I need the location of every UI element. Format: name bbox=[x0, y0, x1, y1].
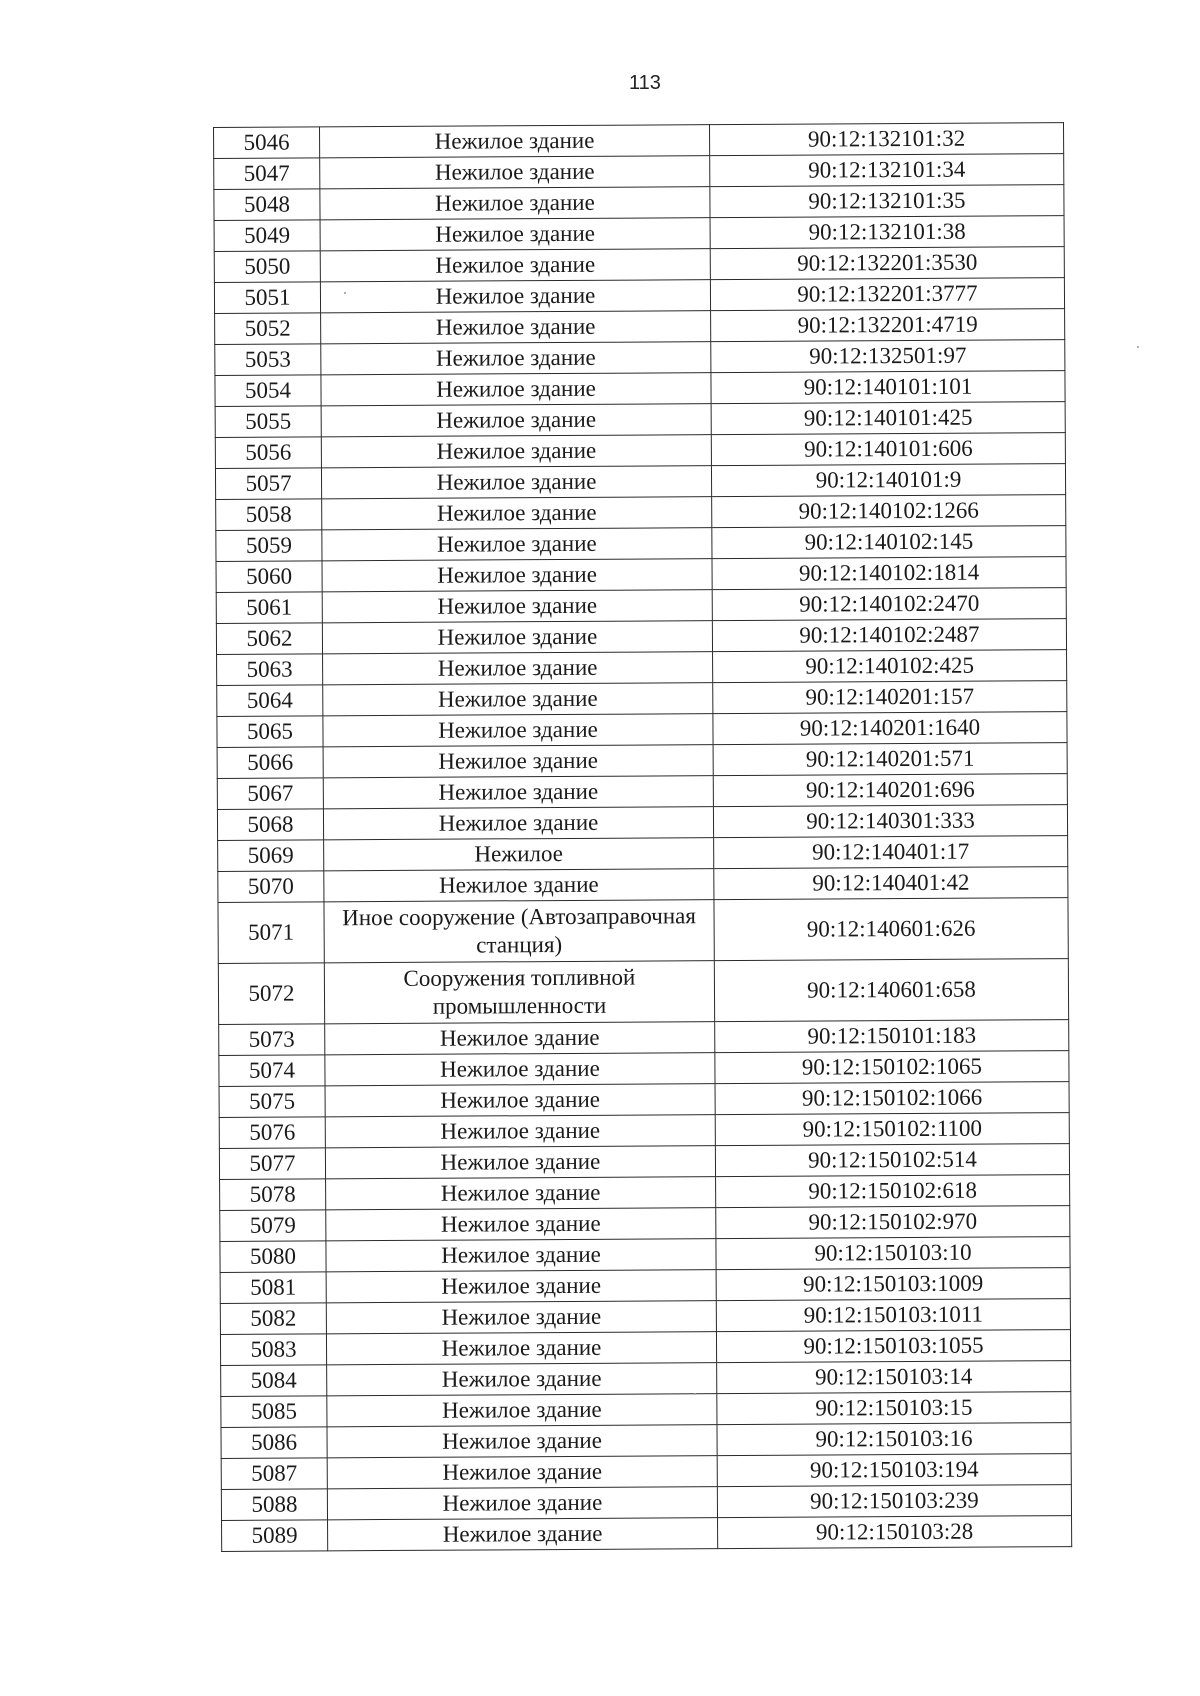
table-row bbox=[220, 1175, 1070, 1211]
row-number-cell: 5050 bbox=[214, 251, 320, 283]
row-number-cell: 5049 bbox=[214, 220, 320, 252]
cadastral-number-cell: 90:12:150103:194 bbox=[717, 1454, 1071, 1487]
object-name-cell: Нежилое здание bbox=[327, 1394, 717, 1427]
row-number-cell: 5068 bbox=[217, 809, 323, 841]
object-name-cell: Нежилое здание bbox=[323, 652, 713, 685]
cadastral-number-cell: 90:12:150102:1065 bbox=[715, 1051, 1069, 1084]
property-table bbox=[213, 122, 1072, 1552]
cadastral-number-cell: 90:12:150103:239 bbox=[717, 1485, 1071, 1518]
row-number-cell: 5052 bbox=[215, 313, 321, 345]
cadastral-number-cell: 90:12:150102:970 bbox=[716, 1206, 1070, 1239]
row-number-cell: 5066 bbox=[217, 747, 323, 779]
object-name-cell: Нежилое здание bbox=[324, 869, 714, 902]
table-row bbox=[221, 1392, 1071, 1428]
table-row bbox=[221, 1361, 1071, 1397]
object-name-cell: Нежилое здание bbox=[323, 776, 713, 809]
row-number-cell: 5055 bbox=[215, 406, 321, 438]
row-number-cell: 5060 bbox=[216, 561, 322, 593]
row-number-cell: 5061 bbox=[216, 592, 322, 624]
row-number-cell: 5065 bbox=[217, 716, 323, 748]
cadastral-number-cell: 90:12:150102:514 bbox=[715, 1144, 1069, 1177]
table-row bbox=[214, 247, 1064, 283]
cadastral-number-cell: 90:12:140301:333 bbox=[713, 805, 1067, 838]
table-row bbox=[217, 805, 1067, 841]
object-name-cell: Нежилое здание bbox=[322, 621, 712, 654]
table-row bbox=[219, 1082, 1069, 1118]
row-number-cell: 5086 bbox=[221, 1427, 327, 1459]
cadastral-number-cell: 90:12:140102:145 bbox=[712, 526, 1066, 559]
cadastral-number-cell: 90:12:132101:35 bbox=[710, 185, 1064, 218]
cadastral-number-cell: 90:12:132201:3777 bbox=[710, 278, 1064, 311]
table-row bbox=[217, 712, 1067, 748]
table-row bbox=[218, 836, 1068, 872]
row-number-cell: 5076 bbox=[219, 1117, 325, 1149]
object-name-cell: Нежилое здание bbox=[320, 125, 710, 158]
object-name-cell: Нежилое здание bbox=[325, 1022, 715, 1055]
cadastral-number-cell: 90:12:140201:571 bbox=[713, 743, 1067, 776]
table-row bbox=[214, 185, 1064, 221]
table-row bbox=[217, 774, 1067, 810]
row-number-cell: 5047 bbox=[214, 158, 320, 190]
object-name-cell: Нежилое здание bbox=[326, 1270, 716, 1303]
table-row bbox=[215, 402, 1065, 438]
cadastral-number-cell: 90:12:140101:425 bbox=[711, 402, 1065, 435]
row-number-cell: 5071 bbox=[218, 902, 324, 964]
table-row bbox=[214, 154, 1064, 190]
page-number: 113 bbox=[629, 72, 661, 94]
object-name-cell: Нежилое здание bbox=[320, 249, 710, 282]
cadastral-number-cell: 90:12:132101:38 bbox=[710, 216, 1064, 249]
table-row bbox=[219, 1020, 1069, 1056]
object-name-cell: Нежилое здание bbox=[320, 280, 710, 313]
row-number-cell: 5073 bbox=[219, 1024, 325, 1056]
object-name-cell: Нежилое здание bbox=[322, 497, 712, 530]
cadastral-number-cell: 90:12:150103:16 bbox=[717, 1423, 1071, 1456]
cadastral-number-cell: 90:12:150103:1009 bbox=[716, 1268, 1070, 1301]
cadastral-number-cell: 90:12:140102:2470 bbox=[712, 588, 1066, 621]
row-number-cell: 5082 bbox=[220, 1303, 326, 1335]
table-row bbox=[220, 1237, 1070, 1273]
table-row bbox=[219, 1051, 1069, 1087]
table-row bbox=[217, 650, 1067, 686]
row-number-cell: 5083 bbox=[220, 1334, 326, 1366]
table-row bbox=[222, 1516, 1072, 1552]
cadastral-number-cell: 90:12:132201:4719 bbox=[711, 309, 1065, 342]
row-number-cell: 5079 bbox=[220, 1210, 326, 1242]
cadastral-number-cell: 90:12:132101:32 bbox=[709, 123, 1063, 156]
table-row bbox=[214, 123, 1064, 159]
object-name-cell: Сооружения топливной промышленности bbox=[324, 961, 714, 1024]
row-number-cell: 5057 bbox=[215, 468, 321, 500]
object-name-cell: Нежилое bbox=[324, 838, 714, 871]
cadastral-number-cell: 90:12:140102:1266 bbox=[712, 495, 1066, 528]
cadastral-number-cell: 90:12:140201:1640 bbox=[713, 712, 1067, 745]
object-name-cell: Нежилое здание bbox=[321, 311, 711, 344]
cadastral-number-cell: 90:12:140601:658 bbox=[714, 959, 1068, 1022]
object-name-cell: Нежилое здание bbox=[326, 1239, 716, 1272]
table-row bbox=[214, 278, 1064, 314]
table-row bbox=[218, 959, 1068, 1025]
cadastral-number-cell: 90:12:150101:183 bbox=[715, 1020, 1069, 1053]
row-number-cell: 5088 bbox=[221, 1489, 327, 1521]
cadastral-number-cell: 90:12:140101:101 bbox=[711, 371, 1065, 404]
table-row bbox=[221, 1485, 1071, 1521]
object-name-cell: Нежилое здание bbox=[321, 435, 711, 468]
object-name-cell: Иное сооружение (Автозаправочная станция) bbox=[324, 900, 714, 963]
row-number-cell: 5053 bbox=[215, 344, 321, 376]
object-name-cell: Нежилое здание bbox=[326, 1177, 716, 1210]
object-name-cell: Нежилое здание bbox=[325, 1084, 715, 1117]
object-name-cell: Нежилое здание bbox=[320, 156, 710, 189]
row-number-cell: 5059 bbox=[216, 530, 322, 562]
object-name-cell: Нежилое здание bbox=[326, 1301, 716, 1334]
cadastral-number-cell: 90:12:150103:15 bbox=[717, 1392, 1071, 1425]
cadastral-number-cell: 90:12:140102:425 bbox=[713, 650, 1067, 683]
cadastral-number-cell: 90:12:150102:618 bbox=[716, 1175, 1070, 1208]
row-number-cell: 5080 bbox=[220, 1241, 326, 1273]
cadastral-number-cell: 90:12:140101:9 bbox=[711, 464, 1065, 497]
cadastral-number-cell: 90:12:140102:1814 bbox=[712, 557, 1066, 590]
row-number-cell: 5078 bbox=[220, 1179, 326, 1211]
object-name-cell: Нежилое здание bbox=[325, 1146, 715, 1179]
cadastral-number-cell: 90:12:132201:3530 bbox=[710, 247, 1064, 280]
cadastral-number-cell: 90:12:132501:97 bbox=[711, 340, 1065, 373]
table-row bbox=[214, 216, 1064, 252]
object-name-cell: Нежилое здание bbox=[326, 1332, 716, 1365]
cadastral-number-cell: 90:12:140102:2487 bbox=[712, 619, 1066, 652]
object-name-cell: Нежилое здание bbox=[322, 559, 712, 592]
object-name-cell: Нежилое здание bbox=[327, 1487, 717, 1520]
row-number-cell: 5075 bbox=[219, 1086, 325, 1118]
row-number-cell: 5058 bbox=[216, 499, 322, 531]
cadastral-number-cell: 90:12:150103:28 bbox=[718, 1516, 1072, 1549]
object-name-cell: Нежилое здание bbox=[323, 807, 713, 840]
table-row bbox=[220, 1299, 1070, 1335]
object-name-cell: Нежилое здание bbox=[325, 1053, 715, 1086]
table-row bbox=[216, 588, 1066, 624]
table-row bbox=[218, 867, 1068, 903]
row-number-cell: 5072 bbox=[218, 963, 324, 1025]
cadastral-number-cell: 90:12:140401:17 bbox=[714, 836, 1068, 869]
object-name-cell: Нежилое здание bbox=[325, 1115, 715, 1148]
table-row bbox=[216, 619, 1066, 655]
table-row bbox=[215, 340, 1065, 376]
table-row bbox=[216, 526, 1066, 562]
object-name-cell: Нежилое здание bbox=[326, 1208, 716, 1241]
object-name-cell: Нежилое здание bbox=[321, 466, 711, 499]
row-number-cell: 5051 bbox=[214, 282, 320, 314]
cadastral-number-cell: 90:12:150103:14 bbox=[717, 1361, 1071, 1394]
scan-speck bbox=[344, 292, 346, 294]
row-number-cell: 5062 bbox=[216, 623, 322, 655]
row-number-cell: 5081 bbox=[220, 1272, 326, 1304]
cadastral-number-cell: 90:12:132101:34 bbox=[710, 154, 1064, 187]
table-row bbox=[216, 495, 1066, 531]
object-name-cell: Нежилое здание bbox=[328, 1518, 718, 1551]
table-row bbox=[217, 743, 1067, 779]
table-row bbox=[221, 1423, 1071, 1459]
scan-speck bbox=[694, 1393, 696, 1395]
object-name-cell: Нежилое здание bbox=[322, 590, 712, 623]
table-row bbox=[215, 371, 1065, 407]
cadastral-number-cell: 90:12:150102:1066 bbox=[715, 1082, 1069, 1115]
cadastral-number-cell: 90:12:140601:626 bbox=[714, 898, 1068, 961]
cadastral-number-cell: 90:12:150103:1055 bbox=[716, 1330, 1070, 1363]
cadastral-number-cell: 90:12:140401:42 bbox=[714, 867, 1068, 900]
object-name-cell: Нежилое здание bbox=[323, 714, 713, 747]
cadastral-number-cell: 90:12:140201:157 bbox=[713, 681, 1067, 714]
row-number-cell: 5067 bbox=[217, 778, 323, 810]
row-number-cell: 5074 bbox=[219, 1055, 325, 1087]
table-row bbox=[219, 1113, 1069, 1149]
table-row bbox=[221, 1454, 1071, 1490]
table-row bbox=[220, 1268, 1070, 1304]
table-row bbox=[219, 1144, 1069, 1180]
object-name-cell: Нежилое здание bbox=[327, 1363, 717, 1396]
table-row bbox=[216, 557, 1066, 593]
row-number-cell: 5056 bbox=[215, 437, 321, 469]
cadastral-number-cell: 90:12:150103:10 bbox=[716, 1237, 1070, 1270]
cadastral-number-cell: 90:12:150102:1100 bbox=[715, 1113, 1069, 1146]
table-body bbox=[214, 123, 1072, 1552]
object-name-cell: Нежилое здание bbox=[323, 745, 713, 778]
row-number-cell: 5085 bbox=[221, 1396, 327, 1428]
row-number-cell: 5084 bbox=[221, 1365, 327, 1397]
object-name-cell: Нежилое здание bbox=[323, 683, 713, 716]
table-row bbox=[215, 309, 1065, 345]
row-number-cell: 5070 bbox=[218, 871, 324, 903]
object-name-cell: Нежилое здание bbox=[320, 218, 710, 251]
row-number-cell: 5089 bbox=[222, 1520, 328, 1552]
table-row bbox=[220, 1330, 1070, 1366]
table-row bbox=[218, 898, 1068, 964]
scan-speck bbox=[1137, 346, 1139, 348]
object-name-cell: Нежилое здание bbox=[321, 342, 711, 375]
object-name-cell: Нежилое здание bbox=[327, 1456, 717, 1489]
object-name-cell: Нежилое здание bbox=[322, 528, 712, 561]
object-name-cell: Нежилое здание bbox=[321, 404, 711, 437]
row-number-cell: 5054 bbox=[215, 375, 321, 407]
object-name-cell: Нежилое здание bbox=[321, 373, 711, 406]
row-number-cell: 5046 bbox=[214, 127, 320, 159]
table-row bbox=[217, 681, 1067, 717]
table-row bbox=[215, 464, 1065, 500]
row-number-cell: 5063 bbox=[217, 654, 323, 686]
cadastral-number-cell: 90:12:140101:606 bbox=[711, 433, 1065, 466]
cadastral-number-cell: 90:12:140201:696 bbox=[713, 774, 1067, 807]
object-name-cell: Нежилое здание bbox=[320, 187, 710, 220]
object-name-cell: Нежилое здание bbox=[327, 1425, 717, 1458]
cadastral-number-cell: 90:12:150103:1011 bbox=[716, 1299, 1070, 1332]
row-number-cell: 5048 bbox=[214, 189, 320, 221]
table-row bbox=[215, 433, 1065, 469]
row-number-cell: 5087 bbox=[221, 1458, 327, 1490]
table-row bbox=[220, 1206, 1070, 1242]
row-number-cell: 5069 bbox=[218, 840, 324, 872]
row-number-cell: 5077 bbox=[219, 1148, 325, 1180]
row-number-cell: 5064 bbox=[217, 685, 323, 717]
